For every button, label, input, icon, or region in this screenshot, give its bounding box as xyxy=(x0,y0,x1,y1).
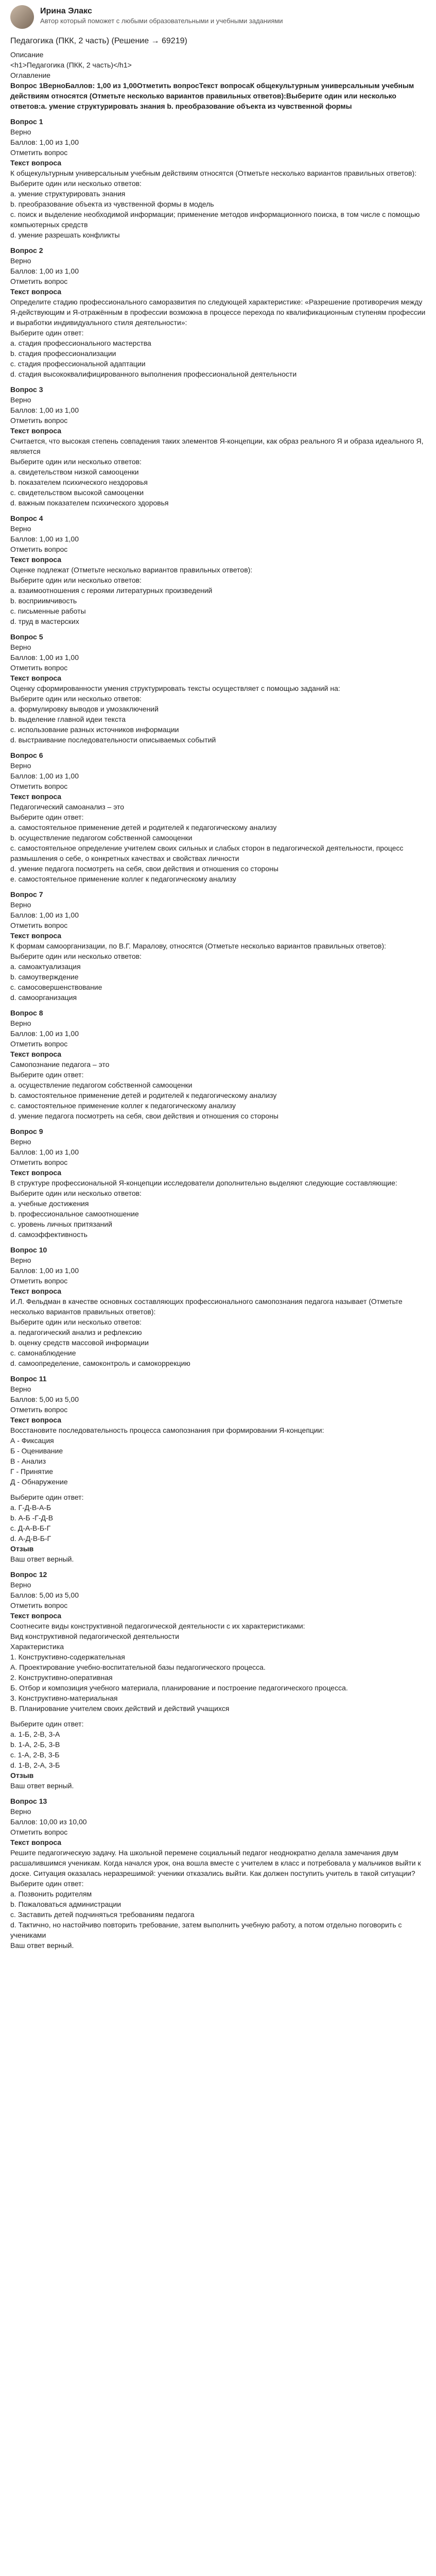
feedback-label: Отзыв xyxy=(10,1771,34,1780)
answer-option[interactable]: c. использование разных источников информации xyxy=(10,725,179,734)
question-block xyxy=(10,384,426,508)
question-text: Считается, что высокая степень совпадения таких элементов Я-концепции, как образ реального Я и образа идеального Я, является xyxy=(10,437,424,455)
question-text: Соотнесите виды конструктивной педагогической деятельности с их характеристиками: xyxy=(10,1622,305,1630)
question-block xyxy=(10,1008,426,1121)
answer-option[interactable]: d. труд в мастерских xyxy=(10,617,79,625)
flag-question-link[interactable]: Отметить вопрос xyxy=(10,1601,68,1609)
question-title: Вопрос 7 xyxy=(10,890,43,899)
question-score: Баллов: 1,00 из 1,00 xyxy=(10,1029,79,1038)
choose-prompt: Выберите один или несколько ответов: xyxy=(10,179,142,188)
answer-option[interactable]: c. свидетельством высокой самооценки xyxy=(10,488,144,497)
answer-option[interactable]: В. Планирование учителем своих действий и действий учащихся xyxy=(10,1704,230,1713)
answer-option[interactable]: c. уровень личных притязаний xyxy=(10,1220,112,1228)
question-text-label: Текст вопроса xyxy=(10,1168,62,1177)
choose-prompt: Выберите один или несколько ответов: xyxy=(10,1189,142,1197)
flag-question-link[interactable]: Отметить вопрос xyxy=(10,416,68,425)
flag-question-link[interactable]: Отметить вопрос xyxy=(10,545,68,553)
question-text: Восстановите последовательность процесса самопознания при формировании Я-концепции: xyxy=(10,1426,324,1434)
question-status: Верно xyxy=(10,761,31,770)
question-title: Вопрос 5 xyxy=(10,633,43,641)
question-status: Верно xyxy=(10,1807,31,1816)
answer-option[interactable]: b. самоутверждение xyxy=(10,973,79,981)
answer-option[interactable]: c. самостоятельное применение коллег к педагогическому анализу xyxy=(10,1101,236,1110)
question-text-label: Текст вопроса xyxy=(10,427,62,435)
choose-prompt: Выберите один или несколько ответов: xyxy=(10,1318,142,1326)
question-title: Вопрос 4 xyxy=(10,514,43,522)
author-info xyxy=(40,5,283,25)
answer-option[interactable]: c. самостоятельное определение учителем своих сильных и слабых сторон в педагогической деятельности, процесс размышления о себе, о конкретных качествах и свойствах личности xyxy=(10,844,404,862)
answer-option[interactable]: d. самоорганизация xyxy=(10,993,77,1002)
answer-option[interactable]: c. стадия профессиональной адаптации xyxy=(10,360,146,368)
question-text: Решите педагогическую задачу. На школьной перемене социальный педагог неоднократно делала замечания двум расшалившимся ученикам. Когда начался урок, она вошла вместе с учителем в класс и потребовала у мальчиков выйти к доске. Ситуация оказалась неразрешимой: ученики отказались выйти. Как должен поступить учитель в такой ситуации? xyxy=(10,1849,421,1877)
question-block xyxy=(10,245,426,379)
answer-option[interactable]: b. показателем психического нездоровья xyxy=(10,478,148,486)
answer-option[interactable]: b. 1-А, 2-Б, 3-В xyxy=(10,1740,60,1749)
question-text-label: Текст вопроса xyxy=(10,931,62,940)
question-text: К общекультурным универсальным учебным действиям относятся (Отметьте несколько вариантов правильных ответов): xyxy=(10,169,417,177)
question-score: Баллов: 10,00 из 10,00 xyxy=(10,1818,87,1826)
answer-option[interactable]: b. Пожаловаться администрации xyxy=(10,1900,121,1908)
answer-option[interactable]: А - Фиксация xyxy=(10,1436,54,1445)
question-text-label: Текст вопроса xyxy=(10,287,62,296)
question-text-label: Текст вопроса xyxy=(10,1287,62,1295)
question-text: Определите стадию профессионального саморазвития по следующей характеристике: «Разрешение противоречия между Я-действующим и Я-отражённым в профессии возможна в процессе перехода по квалификационным ступеням профессии и выработки индивидуального стиля деятельности»: xyxy=(10,298,426,327)
answer-option[interactable]: d. А-Д-В-Б-Г xyxy=(10,1534,51,1543)
answer-option[interactable]: Выберите один ответ: xyxy=(10,1493,84,1501)
answer-option[interactable]: b. самостоятельное применение детей и родителей к педагогическому анализу xyxy=(10,1091,277,1099)
question-text-label: Текст вопроса xyxy=(10,159,62,167)
question-status: Верно xyxy=(10,901,31,909)
flag-question-link[interactable]: Отметить вопрос xyxy=(10,782,68,790)
questions-list xyxy=(10,116,426,1951)
flag-question-link[interactable]: Отметить вопрос xyxy=(10,148,68,157)
answer-option[interactable]: Д - Обнаружение xyxy=(10,1478,68,1486)
question-score: Баллов: 1,00 из 1,00 xyxy=(10,535,79,543)
answer-option[interactable]: b. стадия профессионализации xyxy=(10,349,116,358)
answer-option[interactable]: 2. Конструктивно-оперативная xyxy=(10,1673,113,1682)
flag-question-link[interactable]: Отметить вопрос xyxy=(10,921,68,929)
answer-option[interactable]: b. осуществление педагогом собственной самооценки xyxy=(10,834,193,842)
choose-prompt: Выберите один или несколько ответов: xyxy=(10,952,142,960)
question-text: К формам самоорганизации, по В.Г. Маралову, относятся (Отметьте несколько вариантов правильных ответов): xyxy=(10,942,387,950)
question-title: Вопрос 6 xyxy=(10,751,43,759)
answer-option[interactable]: a. свидетельством низкой самооценки xyxy=(10,468,139,476)
answer-option[interactable]: Б. Отбор и композиция учебного материала, планирование и построение педагогического процесса. xyxy=(10,1684,348,1692)
answer-option[interactable]: d. самоэффективность xyxy=(10,1230,88,1239)
question-title: Вопрос 3 xyxy=(10,385,43,394)
answer-option[interactable]: c. самонаблюдение xyxy=(10,1349,76,1357)
question-block xyxy=(10,116,426,240)
page-title: Педагогика (ПКК, 2 часть) (Решение → 69219) xyxy=(10,37,187,45)
intro-bold-lead: Вопрос 1ВерноБаллов: 1,00 из 1,00Отметить вопросТекст вопросаК общекультурным универсальным учебным действиям относятся (Отметьте несколько вариантов правильных ответов):Выберите один или несколько ответов:a. умение структурировать знания b. преобразование объекта из чувственной формы xyxy=(10,81,414,110)
flag-question-link[interactable]: Отметить вопрос xyxy=(10,1277,68,1285)
question-status: Верно xyxy=(10,257,31,265)
answer-option[interactable]: d. Тактично, но настойчиво повторить требование, затем выполнить учебную работу, а потом отдельно поговорить с учениками xyxy=(10,1921,402,1939)
answer-option[interactable]: d. умение педагога посмотреть на себя, свои действия и отношения со стороны xyxy=(10,1112,278,1120)
answer-option[interactable]: c. Заставить детей подчиняться требованиям педагога xyxy=(10,1910,195,1919)
choose-prompt: Выберите один или несколько ответов: xyxy=(10,457,142,466)
intro-line: Оглавление xyxy=(10,71,51,79)
answer-option[interactable]: e. самостоятельное применение коллег к педагогическому анализу xyxy=(10,875,236,883)
answer-option[interactable]: c. самосовершенствование xyxy=(10,983,102,991)
choose-prompt: Выберите один ответ: xyxy=(10,329,84,337)
answer-option[interactable]: В - Анализ xyxy=(10,1457,46,1465)
answer-option[interactable]: b. оценку средств массовой информации xyxy=(10,1338,149,1347)
choose-prompt: Выберите один ответ: xyxy=(10,813,84,821)
question-text-label: Текст вопроса xyxy=(10,674,62,682)
question-block xyxy=(10,750,426,884)
question-text-label: Текст вопроса xyxy=(10,555,62,564)
answer-option[interactable]: c. Д-А-В-Б-Г xyxy=(10,1524,51,1532)
question-status: Верно xyxy=(10,1385,31,1393)
question-status: Верно xyxy=(10,1019,31,1027)
question-score: Баллов: 1,00 из 1,00 xyxy=(10,1266,79,1275)
question-status: Верно xyxy=(10,524,31,533)
question-text: Оценке подлежат (Отметьте несколько вариантов правильных ответов): xyxy=(10,566,253,574)
flag-question-link[interactable]: Отметить вопрос xyxy=(10,1828,68,1836)
answer-option[interactable]: b. профессиональное самоотношение xyxy=(10,1210,139,1218)
question-block xyxy=(10,1569,426,1791)
question-title: Вопрос 11 xyxy=(10,1375,47,1383)
question-status: Верно xyxy=(10,643,31,651)
question-score: Баллов: 1,00 из 1,00 xyxy=(10,406,79,414)
flag-question-link[interactable]: Отметить вопрос xyxy=(10,277,68,285)
answer-option[interactable]: a. 1-Б, 2-В, 3-А xyxy=(10,1730,60,1738)
question-score: Баллов: 1,00 из 1,00 xyxy=(10,653,79,662)
answer-option[interactable]: a. самоактуализация xyxy=(10,962,81,971)
question-block xyxy=(10,513,426,626)
question-title: Вопрос 12 xyxy=(10,1570,47,1579)
spacer xyxy=(10,1487,426,1492)
answer-option[interactable]: b. преобразование объекта из чувственной формы в модель xyxy=(10,200,214,208)
question-text-label: Текст вопроса xyxy=(10,1612,62,1620)
answer-option[interactable]: a. Позвонить родителям xyxy=(10,1890,92,1898)
question-score: Баллов: 1,00 из 1,00 xyxy=(10,138,79,146)
question-title: Вопрос 9 xyxy=(10,1127,43,1136)
question-score: Баллов: 1,00 из 1,00 xyxy=(10,772,79,780)
question-title: Вопрос 13 xyxy=(10,1797,47,1805)
question-title: Вопрос 2 xyxy=(10,246,43,255)
feedback-text: Ваш ответ верный. xyxy=(10,1941,74,1950)
answer-option[interactable]: b. восприимчивость xyxy=(10,597,77,605)
answer-option[interactable]: 1. Конструктивно-содержательная xyxy=(10,1653,125,1661)
answer-option[interactable]: a. осуществление педагогом собственной самооценки xyxy=(10,1081,193,1089)
answer-option[interactable]: Вид конструктивной педагогической деятельности xyxy=(10,1632,179,1640)
answer-option[interactable]: Г - Принятие xyxy=(10,1467,54,1476)
question-status: Верно xyxy=(10,396,31,404)
avatar[interactable] xyxy=(10,5,34,29)
author-description: Автор который поможет с любыми образовательными и учебными заданиями xyxy=(40,17,283,25)
choose-prompt: Выберите один ответ: xyxy=(10,1071,84,1079)
question-block xyxy=(10,632,426,745)
question-score: Баллов: 5,00 из 5,00 xyxy=(10,1591,79,1599)
answer-option[interactable]: a. учебные достижения xyxy=(10,1199,89,1208)
answer-option[interactable]: c. поиск и выделение необходимой информации; применение методов информационного поиска, в том числе с помощью компьютерных средств xyxy=(10,210,420,229)
question-text-label: Текст вопроса xyxy=(10,792,62,801)
answer-option[interactable]: a. формулировку выводов и умозаключений xyxy=(10,705,159,713)
answer-option[interactable]: a. умение структурировать знания xyxy=(10,190,126,198)
question-score: Баллов: 1,00 из 1,00 xyxy=(10,267,79,275)
question-block xyxy=(10,1245,426,1368)
answer-option[interactable]: a. взаимоотношения с героями литературных произведений xyxy=(10,586,213,595)
feedback-label: Отзыв xyxy=(10,1545,34,1553)
flag-question-link[interactable]: Отметить вопрос xyxy=(10,664,68,672)
choose-prompt: Выберите один или несколько ответов: xyxy=(10,576,142,584)
answer-option[interactable]: a. Г-Д-В-А-Б xyxy=(10,1503,51,1512)
intro-line: Описание xyxy=(10,50,44,59)
answer-option[interactable]: c. 1-А, 2-В, 3-Б xyxy=(10,1751,60,1759)
flag-question-link[interactable]: Отметить вопрос xyxy=(10,1405,68,1414)
question-block xyxy=(10,1126,426,1240)
answer-option[interactable]: a. стадия профессионального мастерства xyxy=(10,339,151,347)
answer-option[interactable]: d. умение педагога посмотреть на себя, свои действия и отношения со стороны xyxy=(10,865,278,873)
question-text: Педагогический самоанализ – это xyxy=(10,803,125,811)
question-status: Верно xyxy=(10,128,31,136)
question-text: И.Л. Фельдман в качестве основных составляющих профессионального самопознания педагога называет (Отметьте несколько вариантов правильных ответов): xyxy=(10,1297,403,1316)
question-score: Баллов: 5,00 из 5,00 xyxy=(10,1395,79,1403)
answer-option[interactable]: a. педагогический анализ и рефлексию xyxy=(10,1328,142,1336)
answer-option[interactable]: b. выделение главной идеи текста xyxy=(10,715,126,723)
question-text-label: Текст вопроса xyxy=(10,1838,62,1846)
question-status: Верно xyxy=(10,1138,31,1146)
feedback-text: Ваш ответ верный. xyxy=(10,1555,74,1563)
answer-option[interactable]: d. 1-В, 2-А, 3-Б xyxy=(10,1761,60,1769)
question-text-label: Текст вопроса xyxy=(10,1416,62,1424)
question-score: Баллов: 1,00 из 1,00 xyxy=(10,911,79,919)
question-score: Баллов: 1,00 из 1,00 xyxy=(10,1148,79,1156)
question-text-label: Текст вопроса xyxy=(10,1050,62,1058)
answer-option[interactable]: c. письменные работы xyxy=(10,607,86,615)
author-name[interactable]: Ирина Элакс xyxy=(40,7,92,15)
answer-option[interactable]: d. самоопределение, самоконтроль и самокоррекцию xyxy=(10,1359,190,1367)
question-block xyxy=(10,1796,426,1951)
flag-question-link[interactable]: Отметить вопрос xyxy=(10,1158,68,1166)
answer-option[interactable]: d. стадия высококвалифицированного выполнения профессиональной деятельности xyxy=(10,370,297,378)
answer-option[interactable]: a. самостоятельное применение детей и родителей к педагогическому анализу xyxy=(10,823,277,832)
flag-question-link[interactable]: Отметить вопрос xyxy=(10,1040,68,1048)
answer-option[interactable]: А. Проектирование учебно-воспитательной базы педагогического процесса. xyxy=(10,1663,266,1671)
answer-option[interactable]: d. умение разрешать конфликты xyxy=(10,231,120,239)
intro-line: <h1>Педагогика (ПКК, 2 часть)</h1> xyxy=(10,61,132,69)
author-header xyxy=(0,0,436,35)
question-status: Верно xyxy=(10,1581,31,1589)
feedback-text: Ваш ответ верный. xyxy=(10,1782,74,1790)
spacer xyxy=(10,1714,426,1719)
question-title: Вопрос 8 xyxy=(10,1009,43,1017)
question-text: Оценку сформированности умения структурировать тексты осуществляет с помощью заданий на: xyxy=(10,684,340,692)
answer-option[interactable]: Выберите один ответ: xyxy=(10,1879,84,1888)
answer-option[interactable]: d. важным показателем психического здоровья xyxy=(10,499,169,507)
answer-option[interactable]: Б - Оценивание xyxy=(10,1447,63,1455)
question-block xyxy=(10,889,426,1003)
question-text: В структуре профессиональной Я-концепции исследователи дополнительно выделяют следующие составляющие: xyxy=(10,1179,397,1187)
answer-option[interactable]: b. А-Б -Г-Д-В xyxy=(10,1514,54,1522)
answer-option[interactable]: d. выстраивание последовательности описываемых событий xyxy=(10,736,216,744)
answer-option[interactable]: 3. Конструктивно-материальная xyxy=(10,1694,118,1702)
choose-prompt: Выберите один или несколько ответов: xyxy=(10,694,142,703)
question-block xyxy=(10,1374,426,1564)
question-title: Вопрос 1 xyxy=(10,117,43,126)
answer-option[interactable]: Выберите один ответ: xyxy=(10,1720,84,1728)
answer-option[interactable]: Характеристика xyxy=(10,1642,64,1651)
question-text: Самопознание педагога – это xyxy=(10,1060,110,1069)
question-status: Верно xyxy=(10,1256,31,1264)
question-title: Вопрос 10 xyxy=(10,1246,47,1254)
